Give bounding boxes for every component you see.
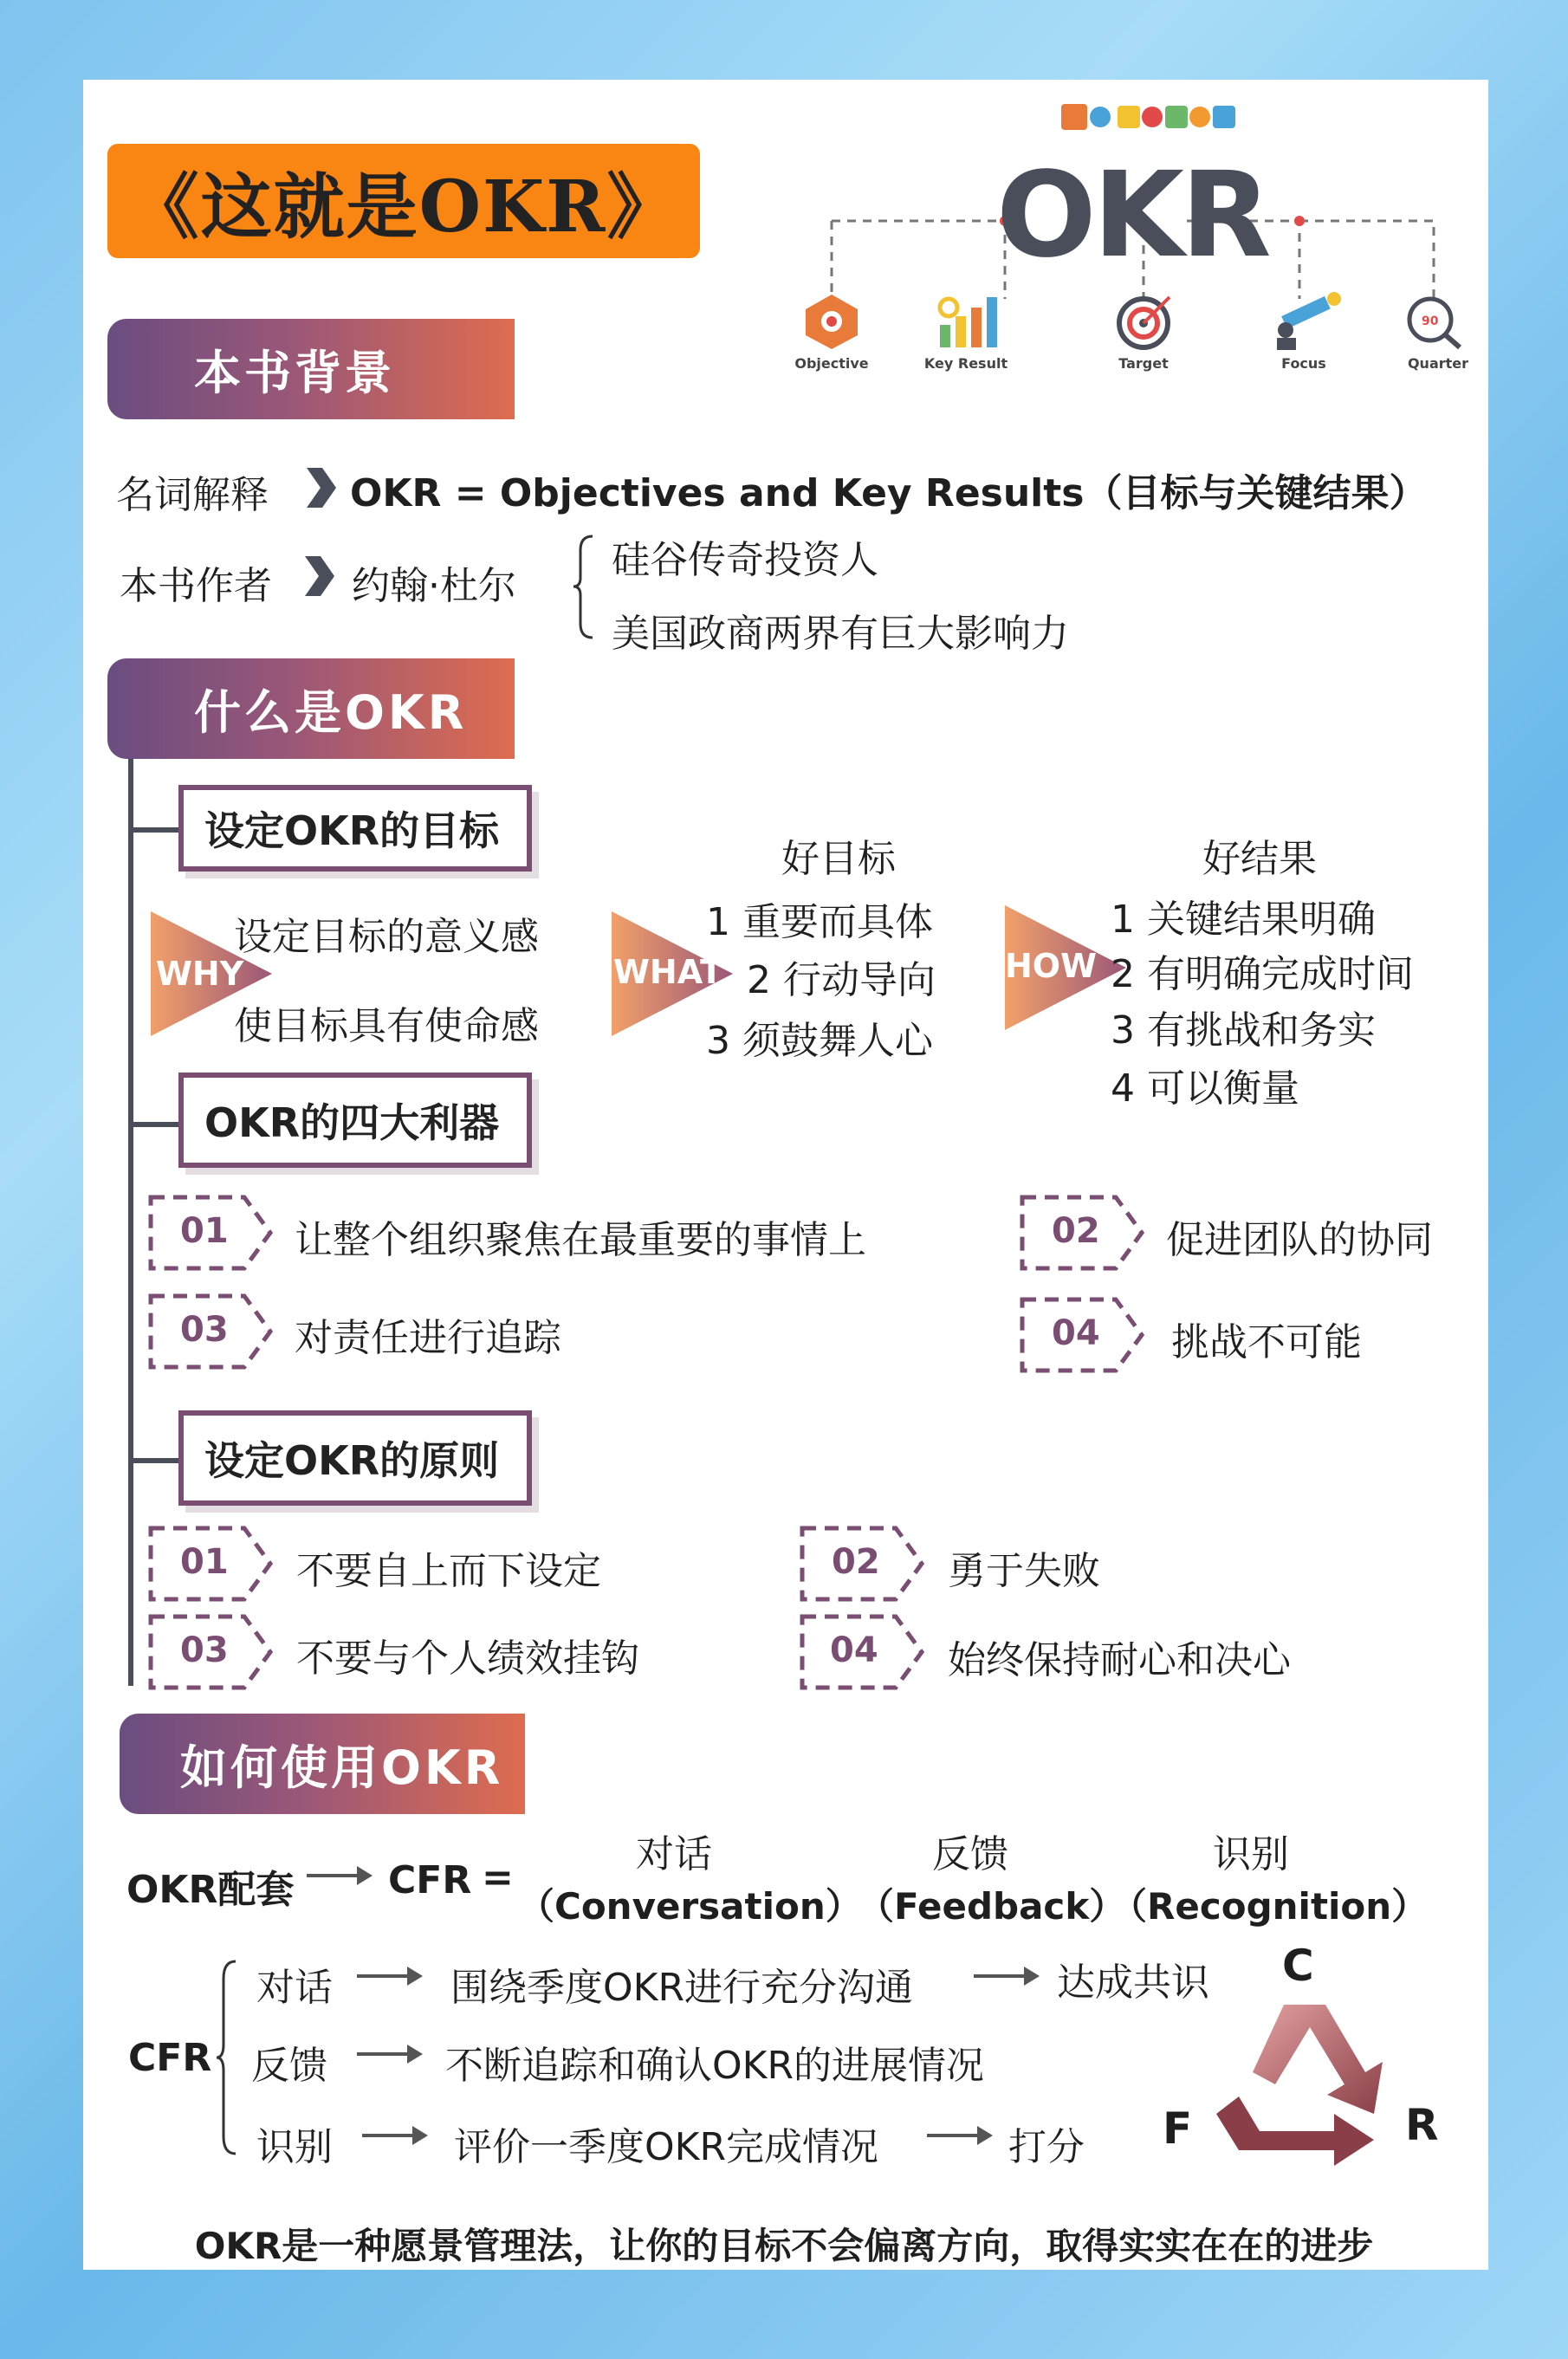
tree-branch bbox=[128, 827, 180, 833]
tree-branch bbox=[128, 1122, 180, 1127]
arrow-right-icon bbox=[972, 1963, 1041, 1993]
cfr-part-2-cn: 反馈 bbox=[932, 1832, 1008, 1876]
weapon-text-04: 挑战不可能 bbox=[1171, 1320, 1362, 1364]
arrow-right-icon bbox=[355, 1963, 424, 1993]
cfr-row-1-result: 达成共识 bbox=[1057, 1960, 1209, 2005]
quarter-icon-label: Quarter bbox=[1407, 355, 1469, 372]
principle-text-02: 勇于失败 bbox=[948, 1549, 1100, 1593]
brace-icon bbox=[215, 1958, 241, 2161]
cfr-part-1-cn: 对话 bbox=[636, 1832, 712, 1876]
cfr-part-1-en: （Conversation） bbox=[518, 1885, 862, 1928]
principles-box: 设定OKR的原则 bbox=[178, 1410, 532, 1506]
focus-icon-label: Focus bbox=[1281, 355, 1326, 372]
principle-num-02: 02 bbox=[832, 1542, 880, 1582]
term-label: 名词解释 bbox=[116, 473, 269, 517]
how-item-3: 3 有挑战和务实 bbox=[1111, 1008, 1376, 1053]
okr-logo-graphic bbox=[780, 95, 1473, 390]
focus-icon bbox=[1265, 290, 1343, 354]
weapon-num-01: 01 bbox=[180, 1211, 229, 1251]
what-item-1: 1 重要而具体 bbox=[706, 900, 933, 944]
what-item-2: 2 行动导向 bbox=[747, 958, 936, 1002]
why-label: WHY bbox=[156, 955, 244, 993]
cycle-letter-r: R bbox=[1405, 2100, 1439, 2150]
how-title: 好结果 bbox=[1202, 837, 1317, 881]
term-definition: OKR = Objectives and Key Results（目标与关键结果） bbox=[350, 471, 1428, 515]
why-item-2: 使目标具有使命感 bbox=[234, 1004, 539, 1048]
footer-slogan: OKR是一种愿景管理法，让你的目标不会偏离方向，取得实实在在的进步 bbox=[194, 2225, 1374, 2267]
arrow-right-icon bbox=[305, 1863, 374, 1892]
key-result-icon bbox=[931, 290, 1009, 354]
author-name: 约翰·杜尔 bbox=[352, 564, 516, 608]
how-label: HOW bbox=[1005, 947, 1098, 985]
cfr-row-3-result: 打分 bbox=[1008, 2125, 1085, 2169]
weapons-box: OKR的四大利器 bbox=[178, 1073, 532, 1168]
arrow-right-icon bbox=[360, 2122, 430, 2152]
principle-num-01: 01 bbox=[180, 1542, 229, 1582]
target-icon bbox=[1109, 290, 1178, 354]
principle-text-04: 始终保持耐心和决心 bbox=[948, 1638, 1291, 1682]
principle-text-03: 不要与个人绩效挂钩 bbox=[296, 1636, 639, 1681]
author-label: 本书作者 bbox=[120, 564, 272, 608]
cfr-row-1-key: 对话 bbox=[256, 1966, 333, 2010]
key-result-icon-label: Key Result bbox=[923, 355, 1008, 372]
cfr-term: CFR bbox=[388, 1858, 472, 1902]
author-desc-1: 硅谷传奇投资人 bbox=[612, 538, 878, 582]
arrow-right-icon bbox=[925, 2122, 995, 2152]
author-desc-2: 美国政商两界有巨大影响力 bbox=[612, 612, 1069, 656]
section-background-header: 本书背景 bbox=[107, 319, 515, 419]
what-title: 好目标 bbox=[781, 837, 896, 881]
cfr-row-2-value: 不断追踪和确认OKR的进展情况 bbox=[445, 2044, 985, 2088]
cfr-row-3-key: 识别 bbox=[256, 2125, 333, 2169]
okr-logo-text: OKR bbox=[996, 147, 1268, 284]
quarter-icon bbox=[1399, 290, 1468, 354]
equals-sign: = bbox=[482, 1856, 514, 1900]
target-icon-label: Target bbox=[1118, 355, 1169, 372]
tree-branch bbox=[128, 1458, 180, 1463]
cycle-letter-f: F bbox=[1163, 2103, 1193, 2154]
brace-icon bbox=[572, 533, 598, 645]
okr-pair-label: OKR配套 bbox=[126, 1868, 295, 1912]
cfr-part-2-en: （Feedback） bbox=[858, 1885, 1126, 1928]
svg-text:90: 90 bbox=[1422, 314, 1439, 328]
section-how-header: 如何使用OKR bbox=[120, 1714, 525, 1814]
objective-icon bbox=[797, 290, 866, 354]
chevron-icon bbox=[301, 556, 336, 599]
weapon-text-03: 对责任进行追踪 bbox=[295, 1316, 561, 1360]
principle-text-01: 不要自上而下设定 bbox=[296, 1549, 601, 1593]
cfr-label: CFR bbox=[128, 2036, 212, 2080]
objective-icon-label: Objective bbox=[794, 355, 869, 372]
what-label: WHAT bbox=[613, 953, 723, 991]
cfr-row-2-key: 反馈 bbox=[251, 2044, 327, 2088]
cfr-cycle-icon bbox=[1204, 1993, 1403, 2178]
why-item-1: 设定目标的意义感 bbox=[234, 915, 539, 959]
weapon-num-04: 04 bbox=[1052, 1313, 1100, 1353]
principle-num-04: 04 bbox=[830, 1630, 878, 1670]
principle-num-03: 03 bbox=[180, 1630, 229, 1670]
cfr-row-1-value: 围绕季度OKR进行充分沟通 bbox=[450, 1966, 914, 2010]
what-item-3: 3 须鼓舞人心 bbox=[706, 1019, 933, 1063]
arrow-right-icon bbox=[355, 2041, 424, 2071]
cfr-part-3-en: （Recognition） bbox=[1111, 1885, 1429, 1928]
weapon-num-03: 03 bbox=[180, 1310, 229, 1350]
weapon-text-01: 让整个组织聚焦在最重要的事情上 bbox=[295, 1218, 866, 1262]
goal-box: 设定OKR的目标 bbox=[178, 785, 532, 872]
cycle-letter-c: C bbox=[1282, 1941, 1314, 1991]
chevron-icon bbox=[303, 468, 338, 511]
section-what-header: 什么是OKR bbox=[107, 658, 515, 759]
how-item-2: 2 有明确完成时间 bbox=[1111, 952, 1414, 996]
cfr-row-3-value: 评价一季度OKR完成情况 bbox=[454, 2125, 879, 2169]
how-item-4: 4 可以衡量 bbox=[1111, 1066, 1299, 1111]
how-item-1: 1 关键结果明确 bbox=[1111, 898, 1376, 942]
page-title: 《这就是OKR》 bbox=[107, 144, 700, 258]
cfr-part-3-cn: 识别 bbox=[1213, 1832, 1289, 1876]
weapon-num-02: 02 bbox=[1052, 1211, 1100, 1251]
weapon-text-02: 促进团队的协同 bbox=[1166, 1218, 1433, 1262]
tree-line bbox=[128, 759, 133, 1686]
